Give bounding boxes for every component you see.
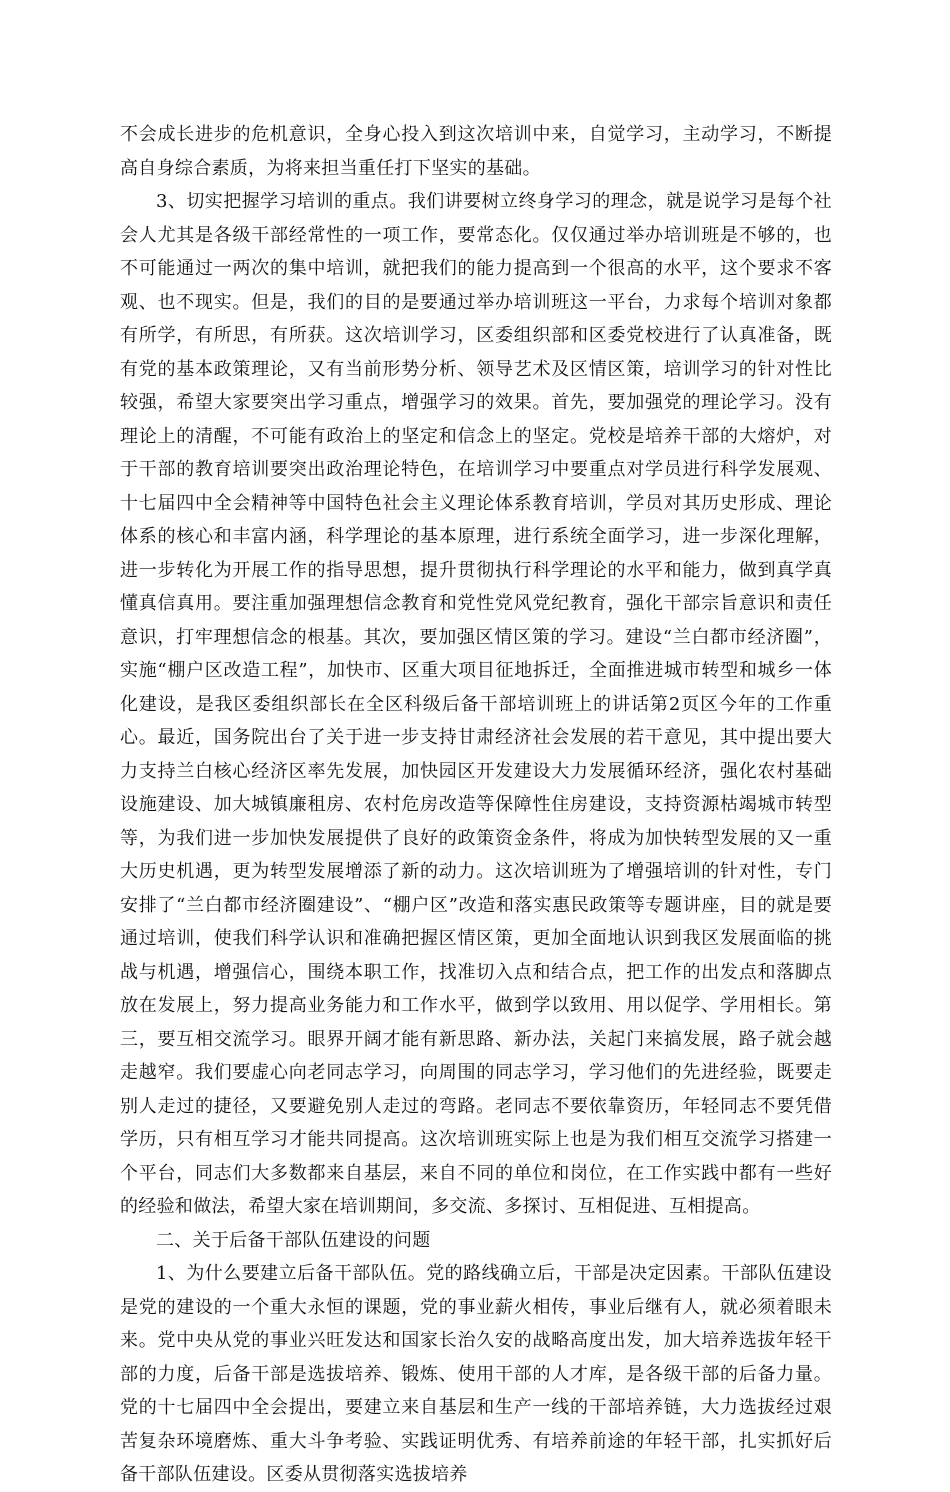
paragraph-continuation: 不会成长进步的危机意识，全身心投入到这次培训中来，自觉学习，主动学习，不断提高自身综合素质，为将来担当重任打下坚实的基础。 <box>120 124 832 179</box>
paragraph-study-focus: 3、切实把握学习培训的重点。我们讲要树立终身学习的理念，就是说学习是每个社会人尤其是各级干部经常性的一项工作，要常态化。仅仅通过举办培训班是不够的，也不可能通过一两次的集中培训，就把我们的能力提高到一个很高的水平，这个要求不客观、也不现实。但是，我们的目的是要通过举办培训班这一平台，力求每个培训对象都有所学，有所思，有所获。这次培训学习，区委组织部和区委党校进行了认真准备，既有党的基本政策理论，又有当前形势分析、领导艺术及区情区策，培训学习的针对性比较强，希望大家要突出学习重点，增强学习的效果。首先，要加强党的理论学习。没有理论上的清醒，不可能有政治上的坚定和信念上的坚定。党校是培养干部的大熔炉，对于干部的教育培训要突出政治理论特色，在培训学习中要重点对学员进行科学发展观、十七届四中全会精神等中国特色社会主义理论体系教育培训，学员对其历史形成、理论体系的核心和丰富内涵，科学理论的基本原理，进行系统全面学习，进一步深化理解，进一步转化为开展工作的指导思想，提升贯彻执行科学理论的水平和能力，做到真学真懂真信真用。要注重加强理想信念教育和党性党风党纪教育，强化干部宗旨意识和责任意识，打牢理想信念的根基。其次，要加强区情区策的学习。建设“兰白都市经济圈”，实施“棚户区改造工程”，加快市、区重大项目征地拆迁，全面推进城市转型和城乡一体化建设，是我区委组织部长在全区科级后备干部培训班上的讲话第2页区今年的工作重心。最近，国务院出台了关于进一步支持甘肃经济社会发展的若干意见，其中提出要大力支持兰白核心经济区率先发展，加快园区开发建设大力发展循环经济，强化农村基础设施建设、加大城镇廉租房、农村危房改造等保障性住房建设，支持资源枯竭城市转型等，为我们进一步加快发展提供了良好的政策资金条件，将成为加快转型发展的又一重大历史机遇，更为转型发展增添了新的动力。这次培训班为了增强培训的针对性，专门安排了“兰白都市经济圈建设”、“棚户区”改造和落实惠民政策等专题讲座，目的就是要通过培训，使我们科学认识和准确把握区情区策，更加全面地认识到我区发展面临的挑战与机遇，增强信心，围绕本职工作，找准切入点和结合点，把工作的出发点和落脚点放在发展上，努力提高业务能力和工作水平，做到学以致用、用以促学、学用相长。第三，要互相交流学习。眼界开阔才能有新思路、新办法，关起门来搞发展，路子就会越走越窄。我们要虚心向老同志学习，向周围的同志学习，学习他们的先进经验，既要走别人走过的捷径，又要避免别人走过的弯路。老同志不要依靠资历，年轻同志不要凭借学历，只有相互学习才能共同提高。这次培训班实际上也是为我们相互交流学习搭建一个平台，同志们大多数都来自基层，来自不同的单位和岗位，在工作实践中都有一些好的经验和做法，希望大家在培训期间，多交流、多探讨、互相促进、互相提高。 <box>120 191 832 1217</box>
paragraph-why-reserve-cadres: 1、为什么要建立后备干部队伍。党的路线确立后，干部是决定因素。干部队伍建设是党的建设的一个重大永恒的课题，党的事业薪火相传，事业后继有人，就必须着眼未来。党中央从党的事业兴旺发达和国家长治久安的战略高度出发，加大培养选拔年轻干部的力度，后备干部是选拔培养、锻炼、使用干部的人才库，是各级干部的后备力量。党的十七届四中全会提出，要建立来自基层和生产一线的干部培养链，大力选拔经过艰苦复杂环境磨炼、重大斗争考验、实践证明优秀、有培养前途的年轻干部，扎实抓好后备干部队伍建设。区委从贯彻落实选拔培养 <box>120 1263 832 1485</box>
section-heading-reserve-cadres: 二、关于后备干部队伍建设的问题 <box>156 1229 431 1251</box>
document-body <box>120 118 832 1492</box>
